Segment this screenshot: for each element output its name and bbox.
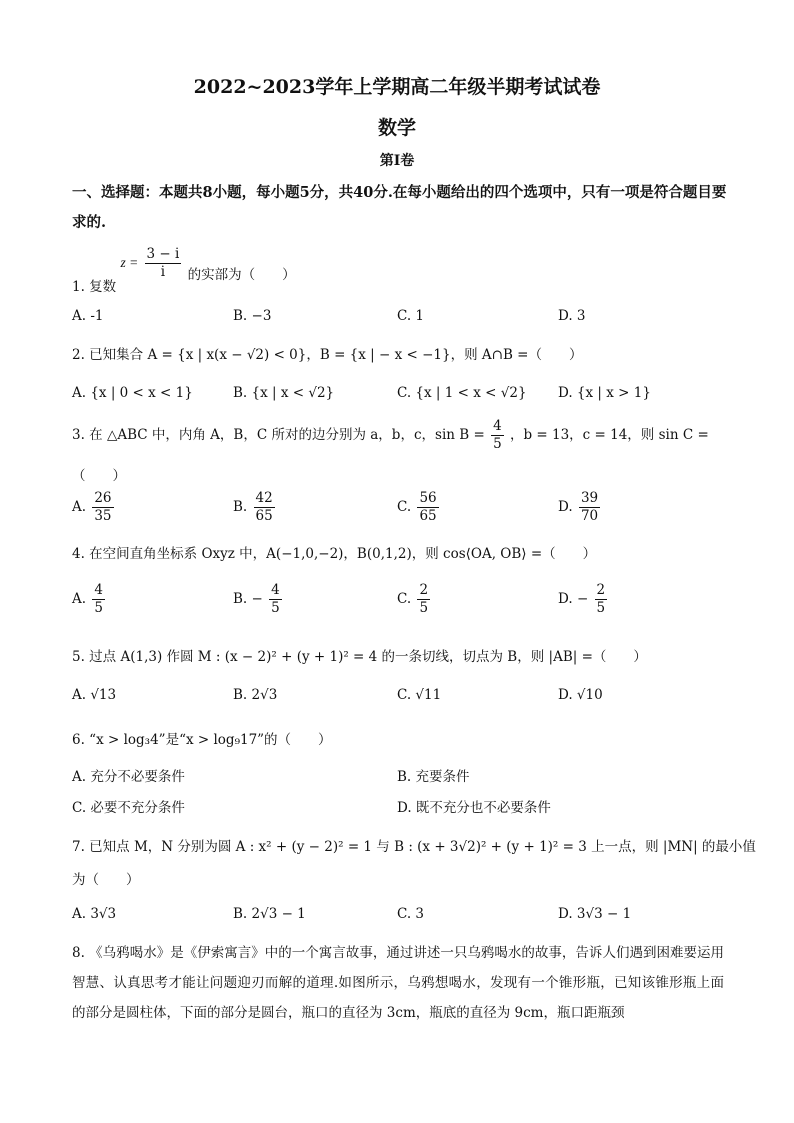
q3-option-c-den: 65	[419, 508, 437, 524]
q3-option-b-letter: B.	[233, 499, 248, 515]
q3-option-c-num: 56	[419, 490, 437, 506]
q4-option-d-sign: −	[576, 591, 589, 607]
q3-option-b-num: 42	[255, 490, 273, 506]
q3-stem-b: ，b = 13，c = 14，则 sin C =	[509, 427, 709, 443]
section-instructions: 一、选择题：本题共8小题，每小题5分，共40分.在每小题给出的四个选项中，只有一项是符合题目要求的.	[72, 184, 727, 231]
q4-option-c-den: 5	[419, 600, 429, 616]
q3-option-b-den: 65	[255, 508, 273, 524]
q2-option-a: A. {x | 0 < x < 1}	[72, 385, 193, 401]
q1-z: z =	[120, 255, 139, 270]
q5-option-c: C. √11	[397, 687, 442, 703]
q4-option-a-fraction	[92, 582, 105, 617]
q2-option-b: B. {x | x < √2}	[233, 385, 335, 401]
q5-stem: 5. 过点 A(1,3) 作圆 M : (x − 2)² + (y + 1)² = 4 的一条切线，切点为 B，则 |AB| =（ ）	[72, 649, 647, 665]
q4-option-c-fraction	[417, 582, 430, 617]
q3-option-b	[233, 490, 277, 525]
q4-option-c-letter: C.	[397, 591, 412, 607]
q4-option-b-num: 4	[271, 582, 280, 598]
q1-option-d: D. 3	[558, 308, 586, 324]
q1-option-b: B. −3	[233, 308, 272, 324]
q4-option-b	[233, 582, 284, 617]
q3-option-a-num: 26	[94, 490, 112, 506]
exam-title: 2022~2023学年上学期高二年级半期考试试卷	[193, 76, 601, 98]
q4-option-b-letter: B.	[233, 591, 248, 607]
q7-option-c: C. 3	[397, 906, 425, 922]
q3-stem-a: 3. 在 △ABC 中，内角 A，B，C 所对的边分别为 a，b，c，sin B =	[72, 427, 485, 443]
q4-stem: 4. 在空间直角坐标系 Oxyz 中，A(−1,0,−2)，B(0,1,2)，则 cos⟨OA, OB⟩ =（ ）	[72, 546, 597, 562]
q6-stem: 6. “x > log₃4”是“x > log₉17”的（ ）	[72, 732, 332, 748]
q3-option-d-fraction	[579, 490, 600, 525]
q4-option-a-num: 4	[94, 582, 103, 598]
q4-option-b-sign: −	[251, 591, 263, 607]
q2-stem: 2. 已知集合 A = {x | x(x − √2) < 0}，B = {x | − x < −1}，则 A∩B =（ ）	[72, 347, 583, 363]
q3-option-d	[558, 490, 602, 525]
q5-option-d: D. √10	[558, 687, 603, 703]
q3-option-d-den: 70	[580, 508, 599, 524]
q7-stem: 7. 已知点 M，N 分别为圆 A : x² + (y − 2)² = 1 与 B : (x + 3√2)² + (y + 1)² = 3 上一点，则 |MN| 的最小值	[72, 839, 756, 855]
q1-frac-den: i	[160, 264, 166, 280]
q6-option-c: C. 必要不充分条件	[72, 800, 185, 816]
q4-option-b-den: 5	[271, 600, 280, 616]
q7-option-a: A. 3√3	[72, 906, 117, 922]
q3-option-a-den: 35	[94, 508, 112, 524]
q1-prefix: 1. 复数	[72, 279, 117, 295]
q1-option-c: C. 1	[397, 308, 425, 324]
q2-option-d: D. {x | x > 1}	[558, 385, 651, 401]
q3-option-b-fraction	[254, 490, 275, 525]
q4-option-a-den: 5	[94, 600, 103, 616]
q3-sinb-den: 5	[493, 436, 502, 452]
q1-frac-num: 3 − i	[146, 246, 180, 262]
q6-option-a: A. 充分不必要条件	[72, 769, 185, 785]
q4-option-a-letter: A.	[72, 591, 87, 607]
q3-stem	[72, 418, 709, 453]
q3-option-a-letter: A.	[72, 499, 87, 515]
q7-option-b: B. 2√3 − 1	[233, 906, 306, 922]
q7-option-d: D. 3√3 − 1	[558, 906, 632, 922]
q3-option-a-fraction	[92, 490, 113, 525]
q5-option-b: B. 2√3	[233, 687, 278, 703]
q3-sinb-fraction	[491, 418, 504, 453]
q4-option-d-letter: D.	[558, 591, 573, 607]
q3-sinb-num: 4	[493, 418, 502, 434]
q4-option-a	[72, 582, 107, 617]
volume-heading: 第Ⅰ卷	[379, 153, 415, 169]
q3-option-d-letter: D.	[558, 499, 573, 515]
q4-option-d-den: 5	[596, 600, 606, 616]
q4-option-b-fraction	[269, 582, 282, 617]
q3-stem-c: （ ）	[72, 468, 126, 484]
q6-option-d: D. 既不充分也不必要条件	[397, 800, 551, 816]
q3-option-c	[397, 490, 441, 525]
q1-suffix: 的实部为（ ）	[187, 267, 296, 283]
q6-option-b: B. 充要条件	[397, 769, 470, 785]
subject-heading: 数学	[377, 117, 416, 139]
q4-option-d-num: 2	[596, 582, 606, 598]
q4-option-d	[558, 582, 609, 617]
q3-option-d-num: 39	[580, 490, 599, 506]
q4-option-d-fraction	[595, 582, 608, 617]
q8-text: 8. 《乌鸦喝水》是《伊索寓言》中的一个寓言故事，通过讲述一只乌鸦喝水的故事，告诉人们遇到困难要运用智慧、认真思考才能让问题迎刃而解的道理.如图所示，乌鸦想喝水，发现有一个锥形瓶，已知该锥形瓶上面的部分是圆柱体，下面的部分是圆台，瓶口的直径为 3cm，瓶底的直径为 9cm，瓶口距瓶颈	[72, 945, 724, 1021]
q7-stem-2: 为（ ）	[72, 872, 140, 888]
q3-option-a	[72, 490, 116, 525]
q3-option-c-fraction	[417, 490, 438, 525]
q3-option-c-letter: C.	[397, 499, 412, 515]
q1-fraction	[145, 246, 182, 281]
q1-stem	[72, 246, 296, 295]
q1-option-a: A. -1	[72, 308, 104, 324]
q5-option-a: A. √13	[72, 687, 117, 703]
q4-option-c	[397, 582, 432, 617]
q2-option-c: C. {x | 1 < x < √2}	[397, 385, 527, 401]
q4-option-c-num: 2	[419, 582, 429, 598]
